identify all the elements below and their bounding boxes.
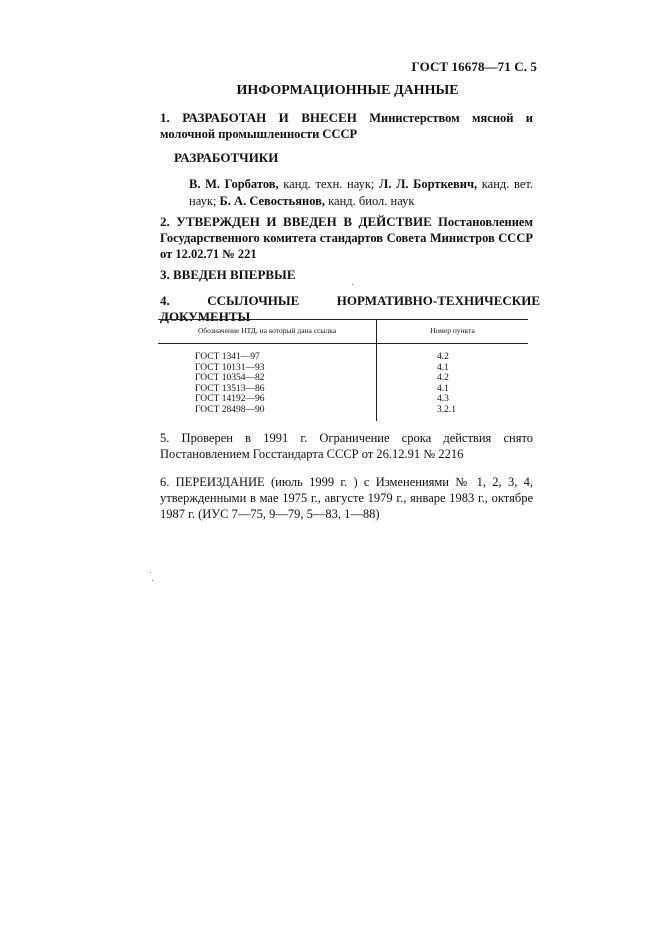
table-row xyxy=(158,344,528,363)
section-developed-by xyxy=(160,110,533,142)
section-checked-text: 5. Проверен в 1991 г. Ограничение срока действия снято Постановлением Госстандарта СССР от 26.12.91 № 2216 xyxy=(160,431,533,461)
table-cell-doc: ГОСТ 28498—90 xyxy=(158,405,377,422)
column-header-doc: Обозначение НТД, на который дана ссылка xyxy=(158,320,377,344)
developers-list xyxy=(189,176,533,210)
table-cell-doc: ГОСТ 13513—86 xyxy=(158,384,377,395)
table-row xyxy=(158,384,528,395)
scan-speck xyxy=(152,580,153,581)
section-approved xyxy=(160,214,533,262)
scan-speck xyxy=(352,284,353,285)
page-title: ИНФОРМАЦИОННЫЕ ДАННЫЕ xyxy=(236,83,459,98)
table-cell-item: 4.1 xyxy=(437,383,449,394)
table-cell-item: 4.2 xyxy=(437,352,449,362)
table-row xyxy=(158,405,528,422)
table-cell-doc: ГОСТ 14192—96 xyxy=(158,394,377,405)
section-reference-docs-head: 4. ССЫЛОЧНЫЕ НОРМАТИВНО-ТЕХНИЧЕСКИЕ ДОКУМЕНТЫ xyxy=(160,293,540,324)
table-cell-item: 4.1 xyxy=(437,362,449,373)
table-cell-doc: ГОСТ 10131—93 xyxy=(158,363,377,374)
section-approved-text: Постановлением Государственного комитета стандартов Совета Министров СССР от 12.02.71 № 221 xyxy=(160,215,533,261)
section-checked xyxy=(160,430,533,462)
table-row xyxy=(158,394,528,405)
column-header-item: Номер пункта xyxy=(377,320,529,344)
section-reissue-text: 6. ПЕРЕИЗДАНИЕ (июль 1999 г. ) с Изменениями № 1, 2, 3, 4, утвержденными в мае 1975 г., августе 1979 г., январе 1983 г., октябре 1987 г. (ИУС 7—75, 9—79, 5—83, 1—88) xyxy=(160,475,533,521)
table-cell-item: 4.2 xyxy=(437,373,449,383)
table-header-row xyxy=(158,320,528,344)
developer-degree: канд. вет. наук; xyxy=(189,177,534,208)
reference-docs-table xyxy=(158,319,528,421)
developer-degree: канд. биол. наук xyxy=(328,194,415,208)
section-developed-by-head: 1. РАЗРАБОТАН И ВНЕСЕН xyxy=(160,110,357,125)
table-row xyxy=(158,363,528,374)
developer-name: В. М. Горбатов, xyxy=(189,177,279,191)
developers-heading: РАЗРАБОТЧИКИ xyxy=(174,150,279,165)
section-introduced-head: 3. ВВЕДЕН ВПЕРВЫЕ xyxy=(160,267,296,282)
section-reissue xyxy=(160,474,533,522)
table-cell-doc: ГОСТ 1341—97 xyxy=(158,344,377,363)
developers-heading-block xyxy=(174,150,533,166)
developer-degree: канд. техн. наук; xyxy=(283,177,375,191)
table-cell-item: 4.3 xyxy=(437,394,449,404)
table-row xyxy=(158,373,528,384)
table-cell-item: 3.2.1 xyxy=(437,404,456,415)
section-developed-by-text: Министерством мясной и молочной промышленности СССР xyxy=(160,111,533,141)
developer-name: Б. А. Севостьянов, xyxy=(219,194,326,208)
section-approved-head: 2. УТВЕРЖДЕН И ВВЕДЕН В ДЕЙСТВИЕ xyxy=(160,214,432,229)
scan-speck xyxy=(150,572,151,573)
developer-name: Л. Л. Борткевич, xyxy=(379,177,478,191)
standard-page-code: ГОСТ 16678—71 С. 5 xyxy=(411,59,537,74)
table-cell-doc: ГОСТ 10354—82 xyxy=(158,373,377,384)
section-introduced xyxy=(160,267,533,283)
